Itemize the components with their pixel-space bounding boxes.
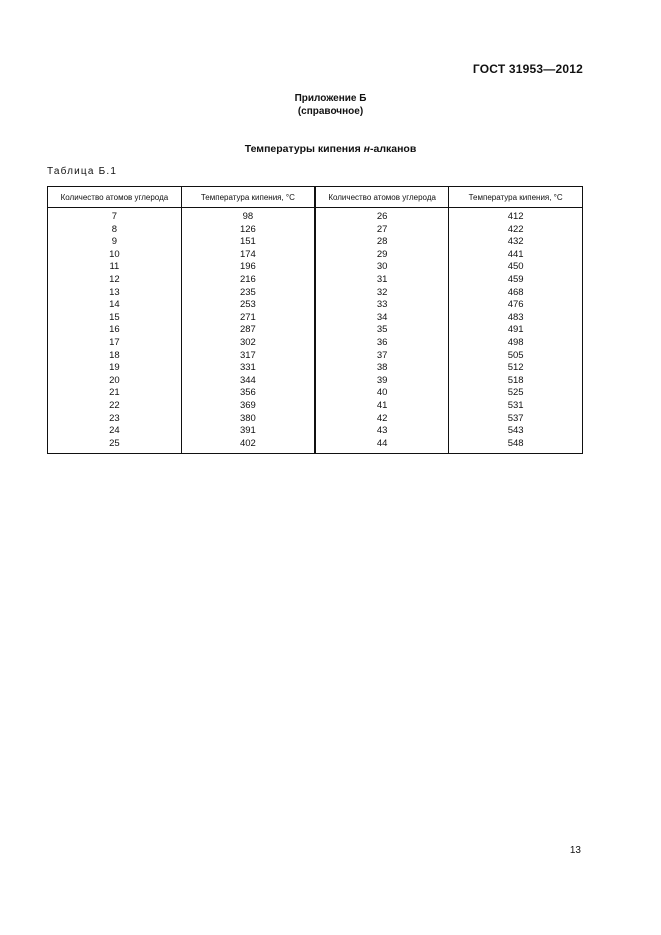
table-cell: 518 (449, 375, 583, 388)
table-cell: 344 (181, 375, 315, 388)
table-row (48, 299, 583, 312)
table-cell: 512 (449, 362, 583, 375)
table-cell: 23 (48, 413, 182, 426)
table-cell: 11 (48, 261, 182, 274)
table-cell: 391 (181, 425, 315, 438)
table-row (48, 287, 583, 300)
table-cell: 42 (315, 413, 449, 426)
table-cell: 34 (315, 312, 449, 325)
table-cell: 14 (48, 299, 182, 312)
table-row (48, 249, 583, 262)
table-cell: 356 (181, 387, 315, 400)
table-cell: 18 (48, 350, 182, 363)
table-cell: 196 (181, 261, 315, 274)
table-cell: 537 (449, 413, 583, 426)
appendix-title: Приложение Б (294, 93, 367, 104)
table-cell: 36 (315, 337, 449, 350)
table-cell: 8 (48, 224, 182, 237)
section-title (0, 143, 661, 155)
table-row (48, 274, 583, 287)
table-cell: 531 (449, 400, 583, 413)
table-row (48, 261, 583, 274)
table-cell: 450 (449, 261, 583, 274)
table-cell: 27 (315, 224, 449, 237)
table-row (48, 224, 583, 237)
table-cell: 21 (48, 387, 182, 400)
table-row (48, 350, 583, 363)
table-cell: 25 (48, 438, 182, 454)
table-cell: 43 (315, 425, 449, 438)
table-cell: 253 (181, 299, 315, 312)
table-header-row (48, 187, 583, 208)
table-cell: 10 (48, 249, 182, 262)
table-cell: 9 (48, 236, 182, 249)
table-cell: 369 (181, 400, 315, 413)
table-cell: 17 (48, 337, 182, 350)
column-header: Количество атомов углерода (48, 187, 182, 208)
table-cell: 302 (181, 337, 315, 350)
table-cell: 33 (315, 299, 449, 312)
table-cell: 12 (48, 274, 182, 287)
table-row (48, 387, 583, 400)
table-cell: 31 (315, 274, 449, 287)
table-cell: 30 (315, 261, 449, 274)
table-cell: 16 (48, 324, 182, 337)
table-cell: 37 (315, 350, 449, 363)
table-cell: 20 (48, 375, 182, 388)
section-title-italic: н (363, 143, 370, 155)
table-cell: 29 (315, 249, 449, 262)
table-cell: 459 (449, 274, 583, 287)
table-cell: 543 (449, 425, 583, 438)
document-code: ГОСТ 31953—2012 (472, 62, 583, 76)
table-row (48, 413, 583, 426)
table-cell: 525 (449, 387, 583, 400)
table-body (48, 208, 583, 454)
table-label: Таблица Б.1 (47, 166, 118, 177)
table-row (48, 438, 583, 454)
appendix-subtitle: (справочное) (297, 106, 364, 117)
table-cell: 432 (449, 236, 583, 249)
table-cell: 38 (315, 362, 449, 375)
table-cell: 491 (449, 324, 583, 337)
table-cell: 151 (181, 236, 315, 249)
section-title-post: -алканов (369, 143, 417, 155)
table-cell: 28 (315, 236, 449, 249)
boiling-points-table (47, 186, 583, 454)
table-cell: 380 (181, 413, 315, 426)
table-row (48, 236, 583, 249)
table-cell: 174 (181, 249, 315, 262)
table-cell: 271 (181, 312, 315, 325)
table-cell: 26 (315, 208, 449, 224)
table-row (48, 375, 583, 388)
table-cell: 98 (181, 208, 315, 224)
section-title-pre: Температуры кипения (244, 143, 364, 155)
table-cell: 35 (315, 324, 449, 337)
appendix-heading (0, 92, 661, 118)
table-cell: 412 (449, 208, 583, 224)
table-cell: 476 (449, 299, 583, 312)
table-cell: 22 (48, 400, 182, 413)
column-header: Количество атомов углерода (315, 187, 449, 208)
table-cell: 402 (181, 438, 315, 454)
table-cell: 505 (449, 350, 583, 363)
table-row (48, 337, 583, 350)
table-cell: 15 (48, 312, 182, 325)
table-cell: 32 (315, 287, 449, 300)
table-cell: 235 (181, 287, 315, 300)
table-cell: 483 (449, 312, 583, 325)
table-cell: 548 (449, 438, 583, 454)
table-cell: 39 (315, 375, 449, 388)
column-header: Температура кипения, °С (181, 187, 315, 208)
table-cell: 317 (181, 350, 315, 363)
table-cell: 40 (315, 387, 449, 400)
table-cell: 468 (449, 287, 583, 300)
table-cell: 331 (181, 362, 315, 375)
table-cell: 13 (48, 287, 182, 300)
table-cell: 422 (449, 224, 583, 237)
table-row (48, 324, 583, 337)
table-row (48, 208, 583, 224)
table-row (48, 362, 583, 375)
table-cell: 126 (181, 224, 315, 237)
table-cell: 287 (181, 324, 315, 337)
table-cell: 7 (48, 208, 182, 224)
table-cell: 44 (315, 438, 449, 454)
table-row (48, 425, 583, 438)
table-cell: 216 (181, 274, 315, 287)
table-row (48, 312, 583, 325)
table-cell: 498 (449, 337, 583, 350)
table-cell: 441 (449, 249, 583, 262)
page-number: 13 (569, 845, 581, 856)
table-cell: 24 (48, 425, 182, 438)
column-header: Температура кипения, °С (449, 187, 583, 208)
table-row (48, 400, 583, 413)
table-cell: 19 (48, 362, 182, 375)
table-cell: 41 (315, 400, 449, 413)
